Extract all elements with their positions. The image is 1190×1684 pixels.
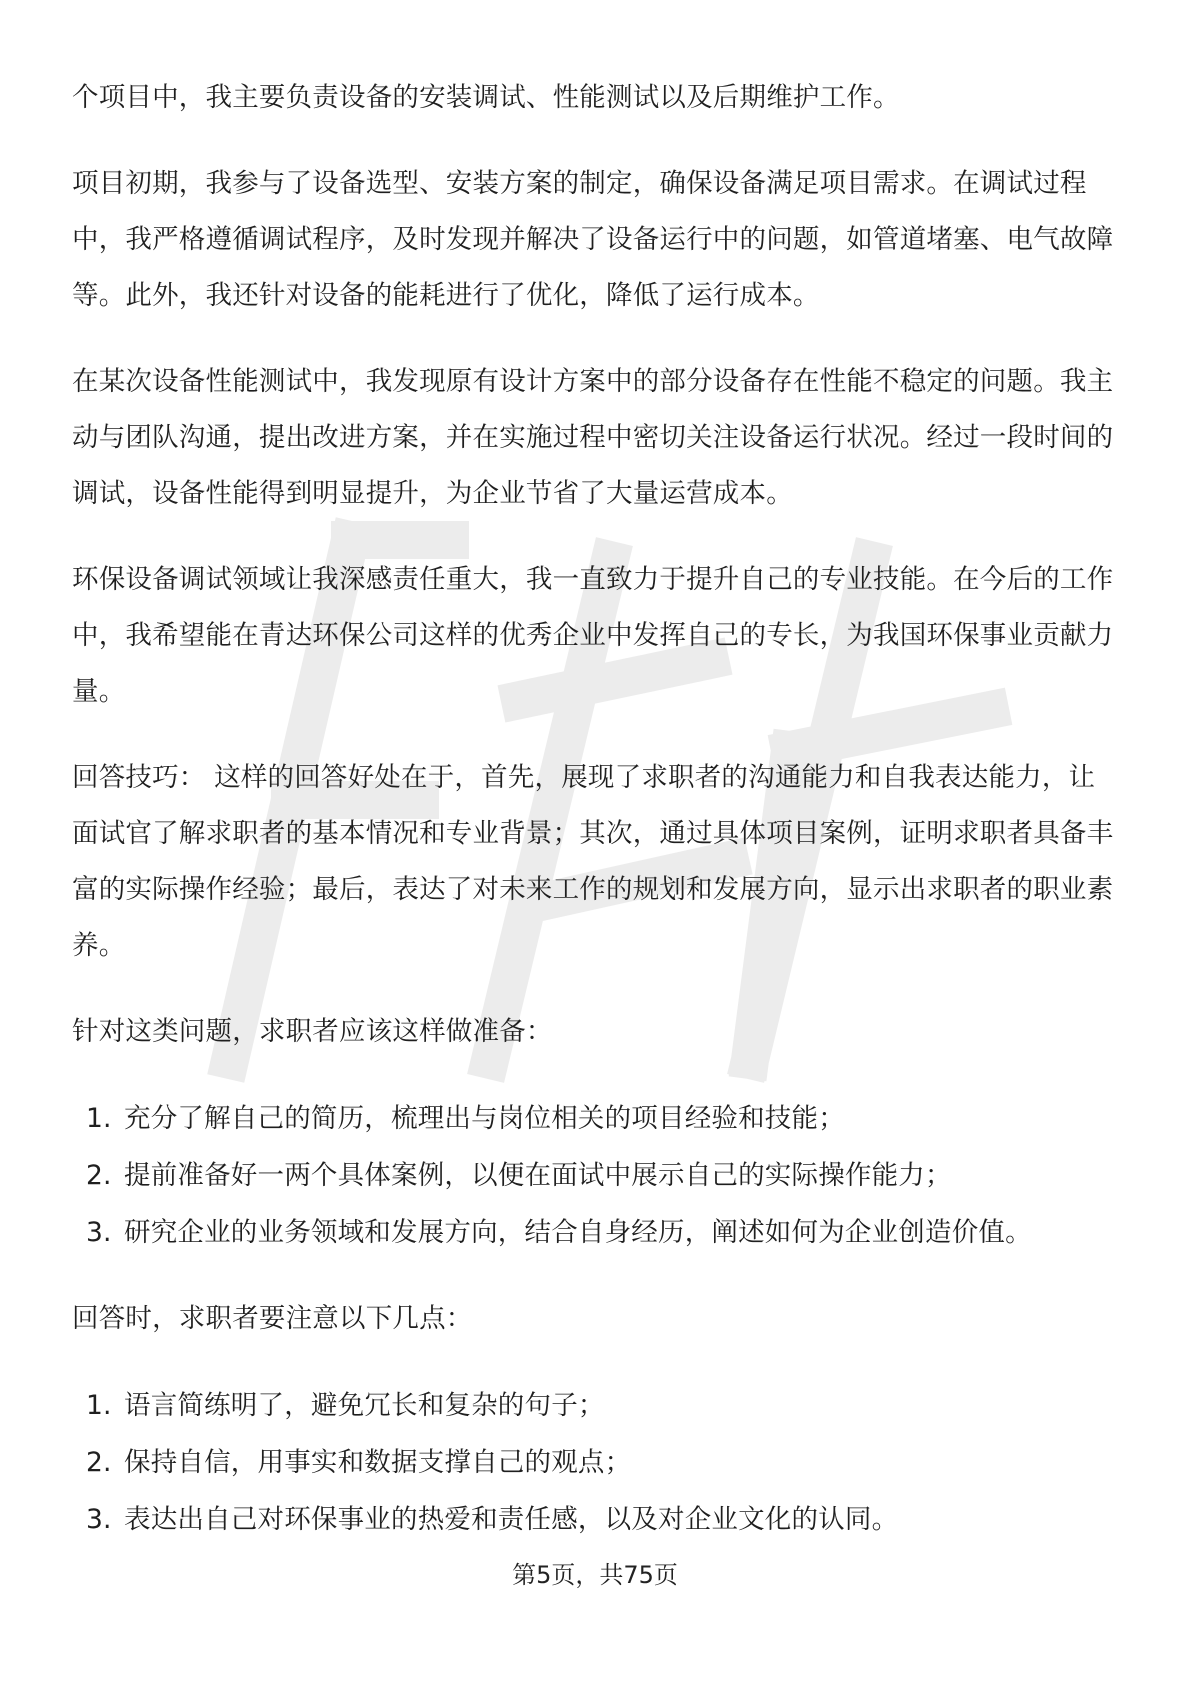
list-number: 2. bbox=[86, 1160, 112, 1191]
list-item bbox=[72, 1147, 1118, 1204]
prep-intro: 针对这类问题，求职者应该这样做准备： bbox=[72, 1016, 553, 1047]
list-item-text: 表达出自己对环保事业的热爱和责任感，以及对企业文化的认同。 bbox=[124, 1504, 899, 1535]
list-item-text: 保持自信，用事实和数据支撑自己的观点； bbox=[124, 1447, 632, 1478]
document-body bbox=[72, 70, 1118, 1578]
list-item-text: 提前准备好一两个具体案例，以便在面试中展示自己的实际操作能力； bbox=[124, 1160, 952, 1191]
list-item bbox=[72, 1204, 1118, 1261]
list-number: 2. bbox=[86, 1447, 112, 1478]
list-item bbox=[72, 1377, 1118, 1434]
page-number-footer: 第5页，共75页 bbox=[512, 1561, 678, 1589]
paragraph: 环保设备调试领域让我深感责任重大，我一直致力于提升自己的专业技能。在今后的工作中，我希望能在青达环保公司这样的优秀企业中发挥自己的专长，为我国环保事业贡献力量。 bbox=[72, 564, 1114, 707]
notes-list bbox=[72, 1377, 1118, 1548]
list-item bbox=[72, 1434, 1118, 1491]
list-item bbox=[72, 1090, 1118, 1147]
list-item-text: 研究企业的业务领域和发展方向，结合自身经历，阐述如何为企业创造价值。 bbox=[124, 1217, 1032, 1248]
notes-intro: 回答时，求职者要注意以下几点： bbox=[72, 1303, 473, 1334]
list-number: 1. bbox=[86, 1390, 112, 1421]
list-number: 3. bbox=[86, 1217, 112, 1248]
list-number: 1. bbox=[86, 1103, 112, 1134]
list-item bbox=[72, 1491, 1118, 1548]
paragraph: 项目初期，我参与了设备选型、安装方案的制定，确保设备满足项目需求。在调试过程中，我严格遵循调试程序，及时发现并解决了设备运行中的问题，如管道堵塞、电气故障等。此外，我还针对设备的能耗进行了优化，降低了运行成本。 bbox=[72, 168, 1114, 311]
prep-list bbox=[72, 1090, 1118, 1261]
answer-tips-paragraph: 回答技巧： 这样的回答好处在于，首先，展现了求职者的沟通能力和自我表达能力，让面试官了解求职者的基本情况和专业背景；其次，通过具体项目案例，证明求职者具备丰富的实际操作经验；最后，表达了对未来工作的规划和发展方向，显示出求职者的职业素养。 bbox=[72, 762, 1114, 961]
list-number: 3. bbox=[86, 1504, 112, 1535]
list-item-text: 充分了解自己的简历，梳理出与岗位相关的项目经验和技能； bbox=[124, 1103, 845, 1134]
list-item-text: 语言简练明了，避免冗长和复杂的句子； bbox=[124, 1390, 605, 1421]
paragraph: 在某次设备性能测试中，我发现原有设计方案中的部分设备存在性能不稳定的问题。我主动与团队沟通，提出改进方案，并在实施过程中密切关注设备运行状况。经过一段时间的调试，设备性能得到明显提升，为企业节省了大量运营成本。 bbox=[72, 366, 1114, 509]
paragraph: 个项目中，我主要负责设备的安装调试、性能测试以及后期维护工作。 bbox=[72, 82, 900, 113]
